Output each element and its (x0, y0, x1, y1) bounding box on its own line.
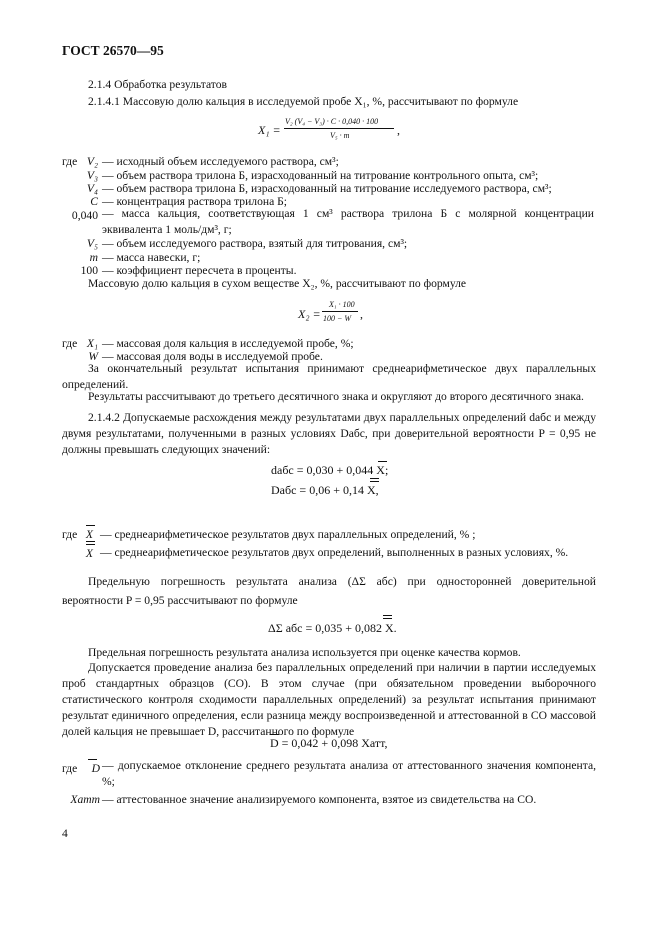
overline-bar (270, 734, 279, 735)
def-text: — объем исследуемого раствора, взятый для титрования, см³; (102, 237, 408, 250)
def-text: — среднеарифметическое результатов двух параллельных определений, % ; (100, 528, 476, 541)
overline-bar (370, 478, 379, 479)
def-text: — концентрация раствора трилона Б; (102, 195, 287, 208)
overline-bar (86, 541, 95, 542)
def-symbol: X (85, 528, 93, 541)
def-symbol: D (91, 762, 100, 775)
def-text: — массовая доля кальция в исследуемой пробе, %; (102, 337, 354, 350)
where-label: где (62, 528, 78, 541)
def-text: — масса навески, г; (102, 251, 201, 264)
paragraph-limit-error: Предельную погрешность результата анализа (ΔΣ абс) при односторонней доверительной вероятности P = 0,95 рассчитывают по формуле (62, 575, 596, 607)
formula-x1-tail: , (397, 123, 400, 137)
overline-bar (378, 461, 387, 462)
def-symbol: C (90, 195, 98, 208)
def-symbol: V₄ (86, 182, 98, 195)
def-symbol: Xатт (70, 793, 100, 806)
def-symbol: V₂ (86, 155, 98, 168)
where-label: где (62, 337, 78, 350)
formula-d-abs: dабс = 0,030 + 0,044 X; (271, 463, 389, 477)
where-label: где (62, 155, 78, 168)
overline-bar (88, 759, 97, 760)
def-symbol: V₅ (86, 237, 98, 250)
overline-bar (86, 525, 95, 526)
def-symbol: 0,040 (71, 209, 98, 222)
paragraph-dry-matter: Массовую долю кальция в сухом веществе X₂, %, рассчитывают по формуле (88, 277, 467, 290)
def-text: — масса кальция, соответствующая 1 см³ раствора трилона Б с молярной концентрации эквивалента 1 моль/дм³, г; (102, 207, 594, 236)
paragraph-rounding: Результаты рассчитывают до третьего десятичного знака и округляют до второго десятичного знака. (88, 390, 584, 403)
def-text: — объем раствора трилона Б, израсходованный на титрование контрольного опыта, см³; (102, 169, 539, 182)
def-symbol: 100 (80, 264, 98, 277)
def-symbol: X (85, 547, 93, 560)
paragraph-reference-samples: Допускается проведение анализа без параллельных определений при наличии в партии исследуемых проб стандартных образцов (СО). В этом случае (при обязательном проведении выборочного статистического контроля сходимости параллельных определений) за результат испытания принимают результат единичного определения, если разница между воспроизведенной и аттестованной в СО массовой долей кальция не превышает D, рассчитанного по формуле (62, 661, 596, 738)
formula-x2-denominator: 100 − W (323, 314, 352, 323)
def-symbol: V₃ (86, 169, 98, 182)
formula-x1-numerator: V₂ (V₄ − V₃) · C · 0,040 · 100 (285, 117, 379, 126)
document-header: ГОСТ 26570—95 (62, 43, 164, 58)
def-symbol: X₁ (86, 337, 98, 350)
formula-x2-tail: , (360, 307, 363, 321)
def-symbol: W (88, 350, 98, 363)
paragraph-tolerances: 2.1.4.2 Допускаемые расхождения между результатами двух параллельных определений dабс и между двумя результатами, полученными в разных условиях Dабс, при доверительной вероятности P = 0,95 не должны превышать следующих значений: (62, 411, 596, 456)
overline-bar (383, 618, 392, 619)
formula-x1-lhs: X₁ = (258, 123, 281, 137)
page-number: 4 (62, 827, 68, 840)
formula-D: D = 0,042 + 0,098 Xатт, (270, 736, 388, 750)
section-heading: 2.1.4 Обработка результатов (88, 78, 227, 91)
formula-x1-fraction-bar (284, 128, 394, 129)
def-symbol: m (89, 251, 98, 264)
formula-x2-numerator: X₁ · 100 (329, 300, 355, 309)
def-text: — аттестованное значение анализируемого компонента, взятое из свидетельства на СО. (102, 793, 537, 806)
where-label: где (62, 762, 78, 775)
def-text: — среднеарифметическое результатов двух определений, выполненных в разных условиях, %. (100, 546, 569, 559)
formula-x2-lhs: X₂ = (298, 307, 321, 321)
formula-x2-fraction-bar (322, 311, 358, 312)
overline-bar (370, 481, 379, 482)
def-text: — массовая доля воды в исследуемой пробе. (102, 350, 323, 363)
paragraph-calcium-fraction: 2.1.4.1 Массовую долю кальция в исследуемой пробе X₁, %, рассчитывают по формуле (88, 95, 519, 108)
def-text: — объем раствора трилона Б, израсходованный на титрование исследуемого раствора, см³; (102, 182, 552, 195)
def-text: — коэффициент пересчета в проценты. (102, 264, 297, 277)
formula-x1-denominator: V₅ · m (330, 131, 350, 140)
overline-bar (383, 615, 392, 616)
paragraph-final-result: За окончательный результат испытания принимают среднеарифметическое двух параллельных определений. (62, 362, 596, 391)
formula-limit-error: ΔΣ абс = 0,035 + 0,082 X. (268, 621, 397, 635)
paragraph-feed-quality: Предельная погрешность результата анализа используется при оценке качества кормов. (88, 646, 521, 659)
overline-bar (86, 544, 95, 545)
def-text: — исходный объем исследуемого раствора, см³; (102, 155, 339, 168)
formula-D-abs: Dабс = 0,06 + 0,14 X, (271, 483, 379, 497)
def-text: — допускаемое отклонение среднего результата анализа от аттестованного значения компонента, %; (102, 759, 596, 788)
